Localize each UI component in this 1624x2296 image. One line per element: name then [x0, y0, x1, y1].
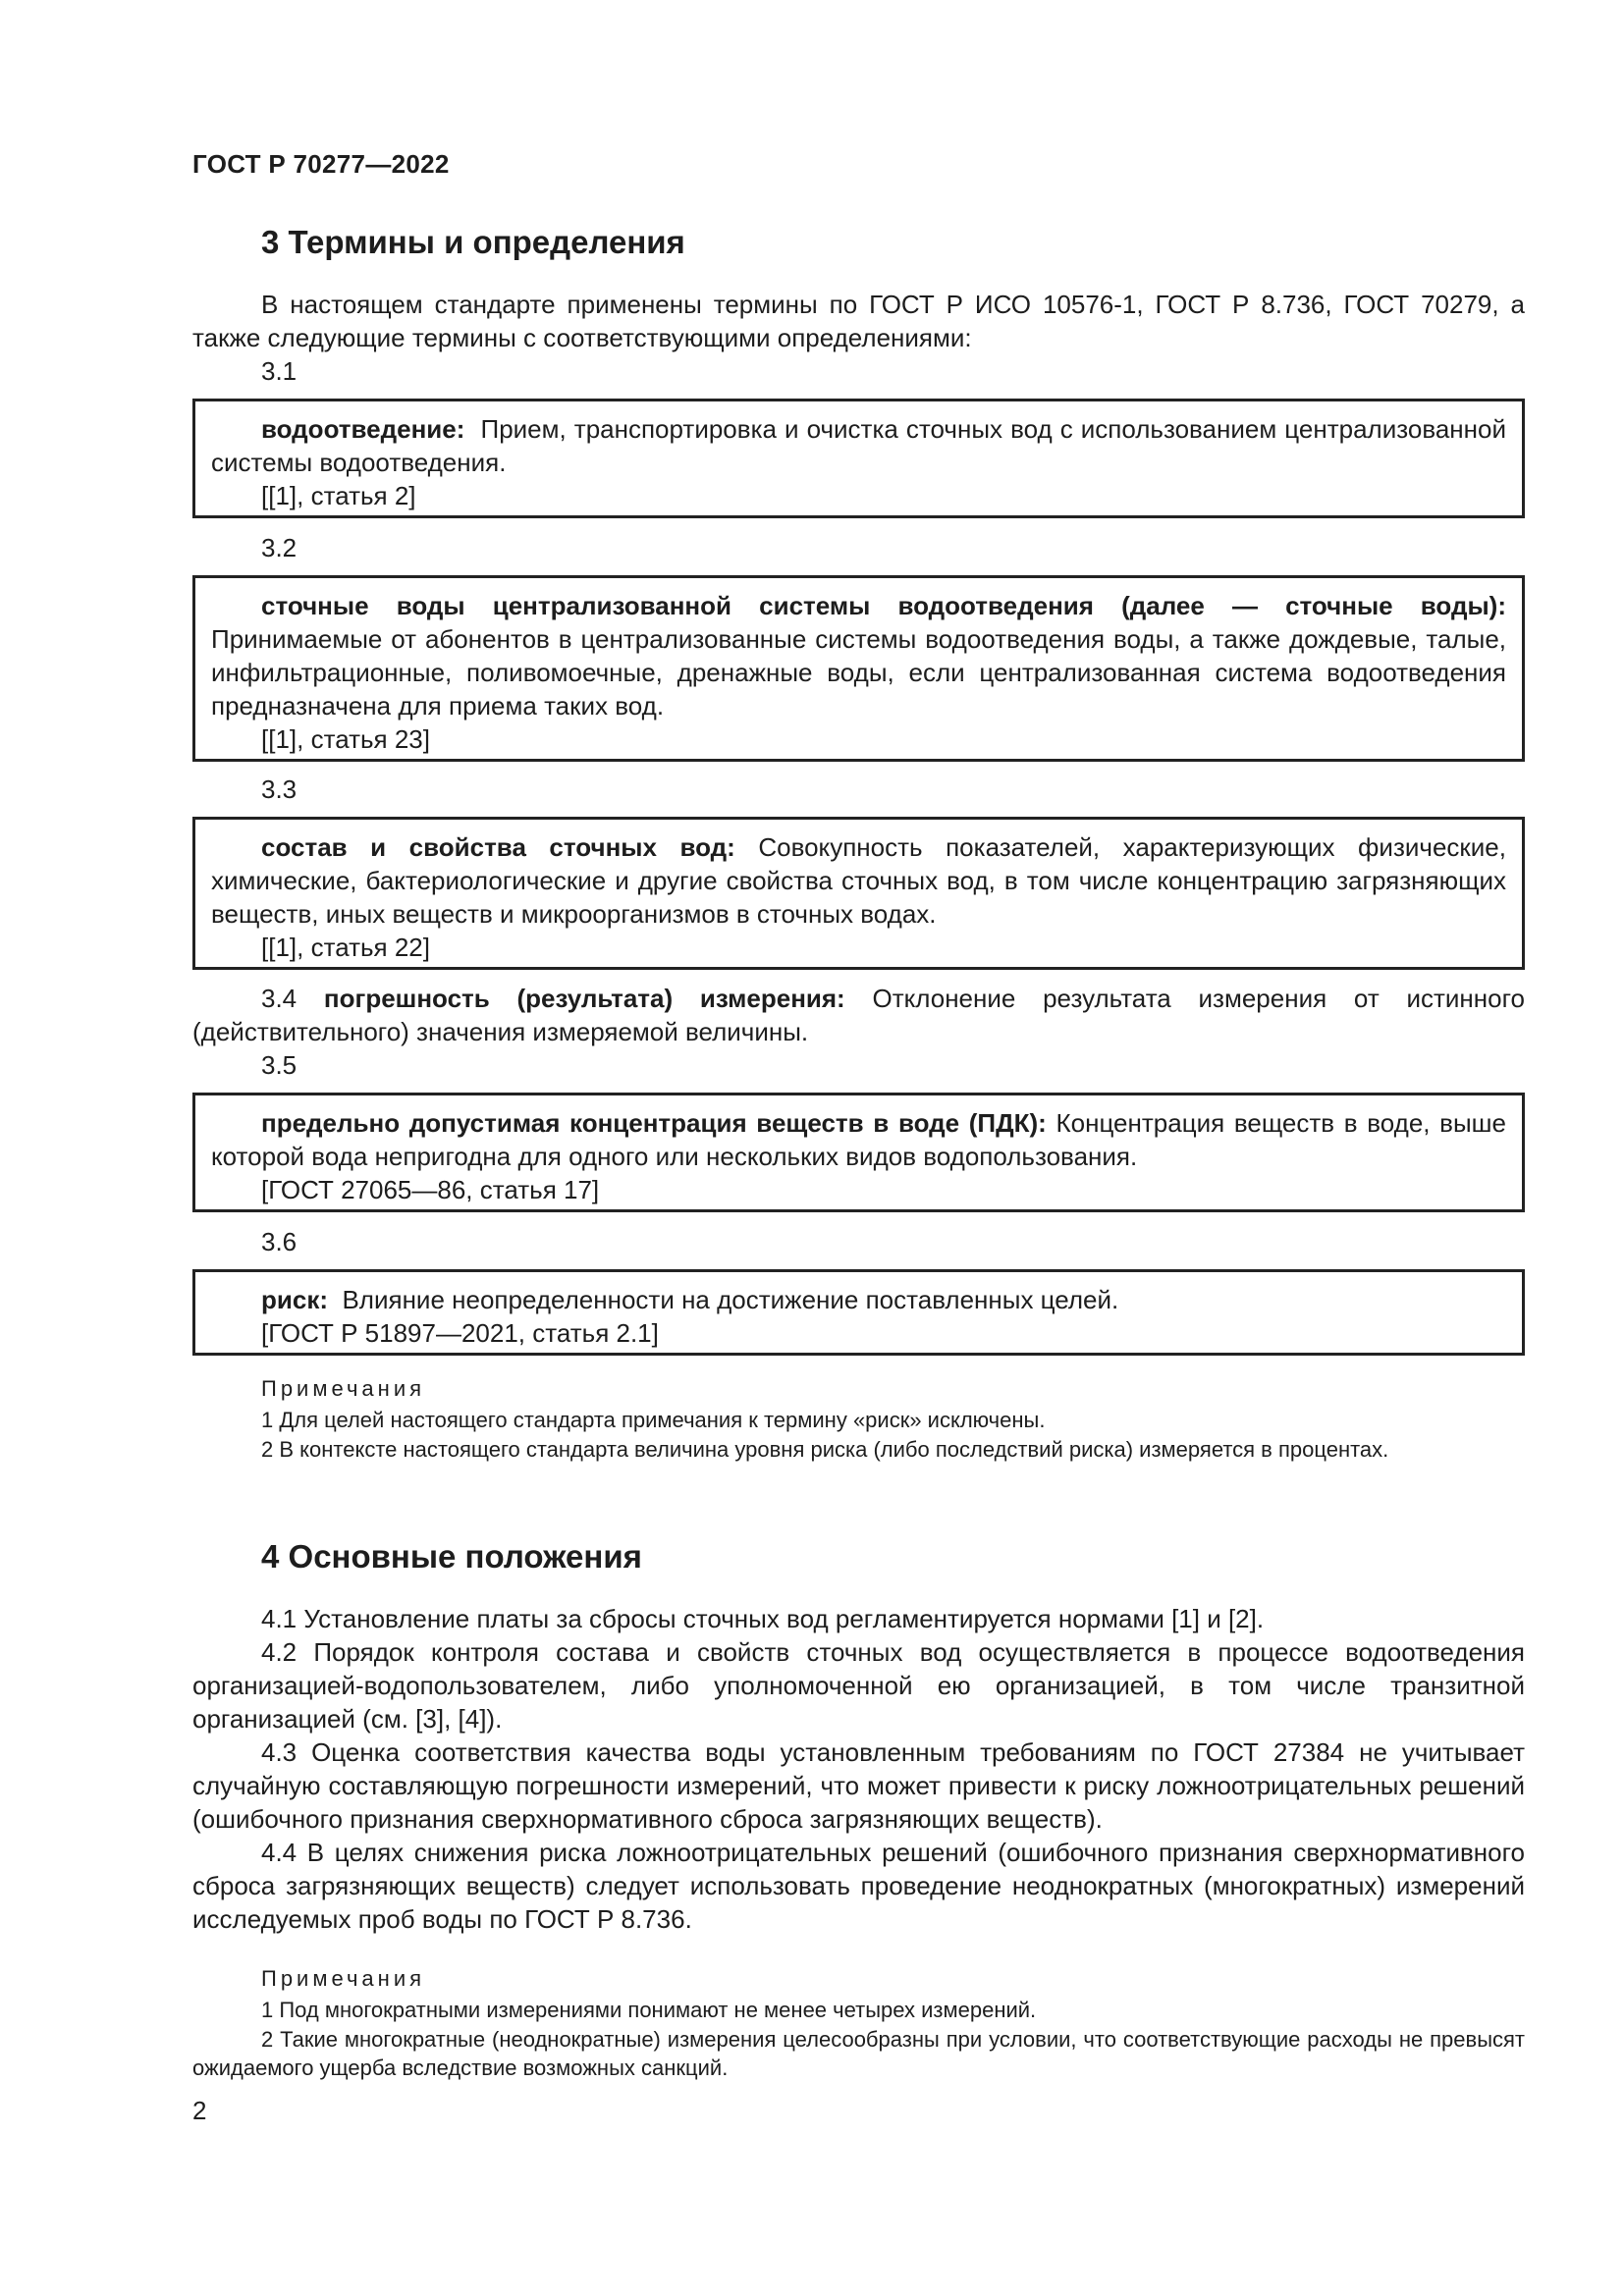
- term-3-5-name: предельно допустимая концентрация веществ в воде (ПДК):: [261, 1108, 1047, 1138]
- term-3-1-name: водоотведение:: [261, 414, 465, 444]
- term-3-6-text: Влияние неопределенности на достижение поставленных целей.: [342, 1285, 1119, 1314]
- term-3-3-source: [[1], статья 22]: [261, 933, 430, 962]
- term-3-6-name: риск:: [261, 1285, 328, 1314]
- term-box-3-1: [192, 399, 1525, 518]
- para-4-4: 4.4 В целях снижения риска ложноотрицательных решений (ошибочного признания сверхнормативного сброса загрязняющих веществ) следует использовать проведение неоднократных (многократных) измерений исследуемых проб воды по ГОСТ Р 8.736.: [192, 1838, 1525, 1934]
- section-3-note-2: 2 В контексте настоящего стандарта величина уровня риска (либо последствий риска) измеряется в процентах.: [261, 1437, 1389, 1462]
- term-3-5-number: 3.5: [261, 1050, 298, 1080]
- term-3-6-number: 3.6: [261, 1227, 298, 1256]
- page-number: 2: [192, 2096, 207, 2125]
- term-box-3-6: [192, 1269, 1525, 1356]
- term-3-2-source: [[1], статья 23]: [261, 724, 430, 754]
- term-3-4-number: 3.4: [261, 984, 298, 1013]
- term-3-1-number: 3.1: [261, 356, 298, 386]
- term-3-5-definition: [211, 1106, 1506, 1173]
- section-3-notes-heading: Примечания: [261, 1376, 426, 1401]
- term-3-5-source: [ГОСТ 27065—86, статья 17]: [261, 1175, 600, 1204]
- term-3-3-definition: [211, 830, 1506, 931]
- term-3-1-definition: [211, 412, 1506, 479]
- term-3-2-number: 3.2: [261, 533, 298, 562]
- section-3-note-1: 1 Для целей настоящего стандарта примечания к термину «риск» исключены.: [261, 1408, 1046, 1432]
- term-3-2-definition: [211, 589, 1506, 722]
- para-4-3: 4.3 Оценка соответствия качества воды установленным требованиям по ГОСТ 27384 не учитывает случайную составляющую погрешности измерений, что может привести к риску ложноотрицательных решений (ошибочного признания сверхнормативного сброса загрязняющих веществ).: [192, 1737, 1525, 1834]
- term-3-6-source: [ГОСТ Р 51897—2021, статья 2.1]: [261, 1318, 659, 1348]
- document-header: ГОСТ Р 70277—2022: [192, 149, 450, 179]
- term-3-4-name: погрешность (результата) измерения:: [323, 984, 845, 1013]
- term-3-4: [192, 982, 1525, 1048]
- term-3-3-number: 3.3: [261, 774, 298, 804]
- term-3-2-name: сточные воды централизованной системы водоотведения (далее — сточные воды):: [261, 591, 1506, 620]
- term-3-3-text: Совокупность показателей, характеризующих физические, химические, бактериологические и другие свойства сточных вод, в том числе концентрацию загрязняющих веществ, иных веществ и микроорганизмов в сточных водах.: [211, 832, 1506, 929]
- term-box-3-3: [192, 817, 1525, 970]
- term-3-1-source: [[1], статья 2]: [261, 481, 416, 510]
- term-box-3-5: [192, 1093, 1525, 1212]
- term-3-4-text: Отклонение результата измерения от истинного (действительного) значения измеряемой величины.: [192, 984, 1525, 1046]
- term-3-6-definition: [211, 1283, 1506, 1316]
- section-4-note-1: 1 Под многократными измерениями понимают не менее четырех измерений.: [261, 1998, 1037, 2022]
- term-3-2-text: Принимаемые от абонентов в централизованные системы водоотведения воды, а также дождевые, талые, инфильтрационные, поливомоечные, дренажные воды, если централизованная система водоотведения предназначена для приема таких вод.: [211, 624, 1506, 721]
- section-4-notes-heading: Примечания: [261, 1966, 426, 1991]
- section-4-title: 4 Основные положения: [261, 1538, 642, 1575]
- term-3-3-name: состав и свойства сточных вод:: [261, 832, 735, 862]
- term-3-1-text: Прием, транспортировка и очистка сточных вод с использованием централизованной системы водоотведения.: [211, 414, 1506, 477]
- section-4-note-2: 2 Такие многократные (неоднократные) измерения целесообразны при условии, что соответствующие расходы не превысят ожидаемого ущерба вследствие возможных санкций.: [192, 2027, 1525, 2080]
- section-3-intro: В настоящем стандарте применены термины по ГОСТ Р ИСО 10576-1, ГОСТ Р 8.736, ГОСТ 70279, а также следующие термины с соответствующими определениями:: [192, 290, 1525, 352]
- para-4-1: 4.1 Установление платы за сбросы сточных вод регламентируется нормами [1] и [2].: [261, 1604, 1265, 1633]
- para-4-2: 4.2 Порядок контроля состава и свойств сточных вод осуществляется в процессе водоотведения организацией-водопользователем, либо уполномоченной ею организацией, в том числе транзитной организацией (см. [3], [4]).: [192, 1637, 1525, 1734]
- section-3-title: 3 Термины и определения: [261, 224, 685, 260]
- term-box-3-2: [192, 575, 1525, 762]
- term-3-5-text: Концентрация веществ в воде, выше которой вода непригодна для одного или нескольких видов водопользования.: [211, 1108, 1506, 1171]
